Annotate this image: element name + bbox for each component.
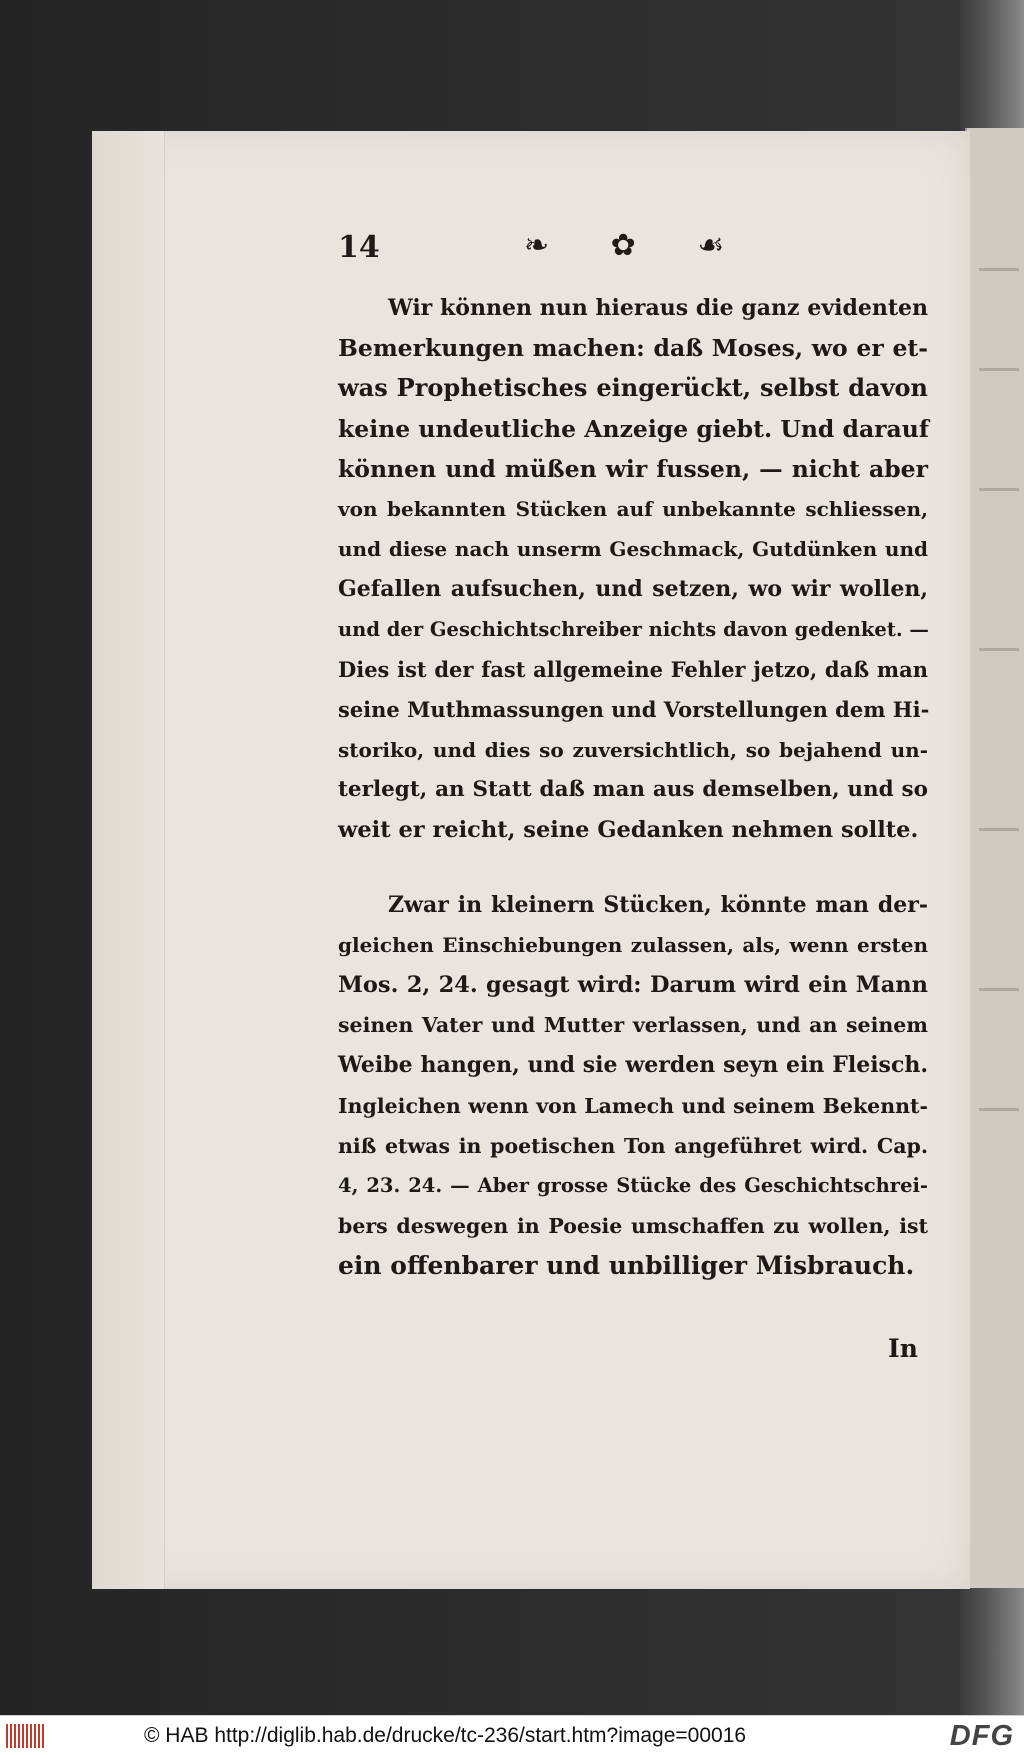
catchword: In <box>888 1334 918 1363</box>
show-through-mark <box>979 1108 1019 1111</box>
page-gutter <box>92 131 165 1589</box>
show-through-mark <box>979 488 1019 491</box>
text-line: Mos. 2, 24. gesagt wird: Darum wird ein Mann <box>338 972 928 998</box>
text-line: und diese nach unserm Geschmack, Gutdünken und <box>338 537 928 562</box>
facing-page-edge <box>965 128 1024 1588</box>
text-line: Dies ist der fast allgemeine Fehler jetzo, daß man <box>338 656 928 682</box>
text-line: ein offenbarer und unbilliger Misbrauch. <box>338 1251 915 1281</box>
text-line: von bekannten Stücken auf unbekannte schliessen, <box>338 496 928 521</box>
paragraph-2 <box>338 885 928 1287</box>
text-line: terlegt, an Statt daß man aus demselben, und so <box>338 777 928 803</box>
paragraph-spacer <box>338 851 928 885</box>
text-line: seinen Vater und Mutter verlassen, und an seinem <box>338 1013 928 1038</box>
show-through-mark <box>979 828 1019 831</box>
show-through-mark <box>979 368 1019 371</box>
ornament-icon: ❧ ✿ ☙ <box>524 228 751 263</box>
barcode-icon <box>6 1724 46 1748</box>
paragraph-1 <box>338 288 928 851</box>
source-link[interactable]: © HAB http://diglib.hab.de/drucke/tc-236/start.htm?image=00016 <box>144 1724 747 1747</box>
dfg-logo: DFG <box>949 1720 1014 1752</box>
text-line: 4, 23. 24. — Aber grosse Stücke des Geschichtschrei- <box>338 1173 928 1197</box>
body-text <box>338 288 928 1287</box>
text-line: können und müßen wir fussen, — nicht aber <box>338 454 928 483</box>
text-line: Bemerkungen machen: daß Moses, wo er et- <box>338 334 928 363</box>
page-number: 14 <box>338 230 380 265</box>
text-line: keine undeutliche Anzeige giebt. Und darauf <box>338 414 929 443</box>
text-line: Gefallen aufsuchen, und setzen, wo wir wollen, <box>338 576 928 603</box>
viewer-footer <box>0 1715 1024 1755</box>
text-line: Zwar in kleinern Stücken, könnte man der- <box>388 891 928 918</box>
text-line: und der Geschichtschreiber nichts davon gedenket. — <box>338 617 929 641</box>
text-line: niß etwas in poetischen Ton angeführet wird. Cap. <box>338 1133 928 1158</box>
text-line: bers deswegen in Poesie umschaffen zu wollen, ist <box>338 1214 928 1239</box>
text-line: seine Muthmassungen und Vorstellungen dem Hi- <box>338 696 930 722</box>
text-line: weit er reicht, seine Gedanken nehmen sollte. <box>338 817 919 844</box>
text-line: Ingleichen wenn von Lamech und seinem Bekennt- <box>338 1093 928 1118</box>
text-line: was Prophetisches eingerückt, selbst davon <box>338 373 928 403</box>
text-line: storiko, und dies so zuversichtlich, so bejahend un- <box>338 738 928 763</box>
text-line: Weibe hangen, und sie werden seyn ein Fleisch. <box>338 1052 928 1079</box>
page-header <box>338 226 928 276</box>
text-line: gleichen Einschiebungen zulassen, als, wenn ersten <box>338 932 928 957</box>
show-through-mark <box>979 268 1019 271</box>
show-through-mark <box>979 648 1019 651</box>
show-through-mark <box>979 988 1019 991</box>
text-line: Wir können nun hieraus die ganz evidenten <box>388 295 928 321</box>
